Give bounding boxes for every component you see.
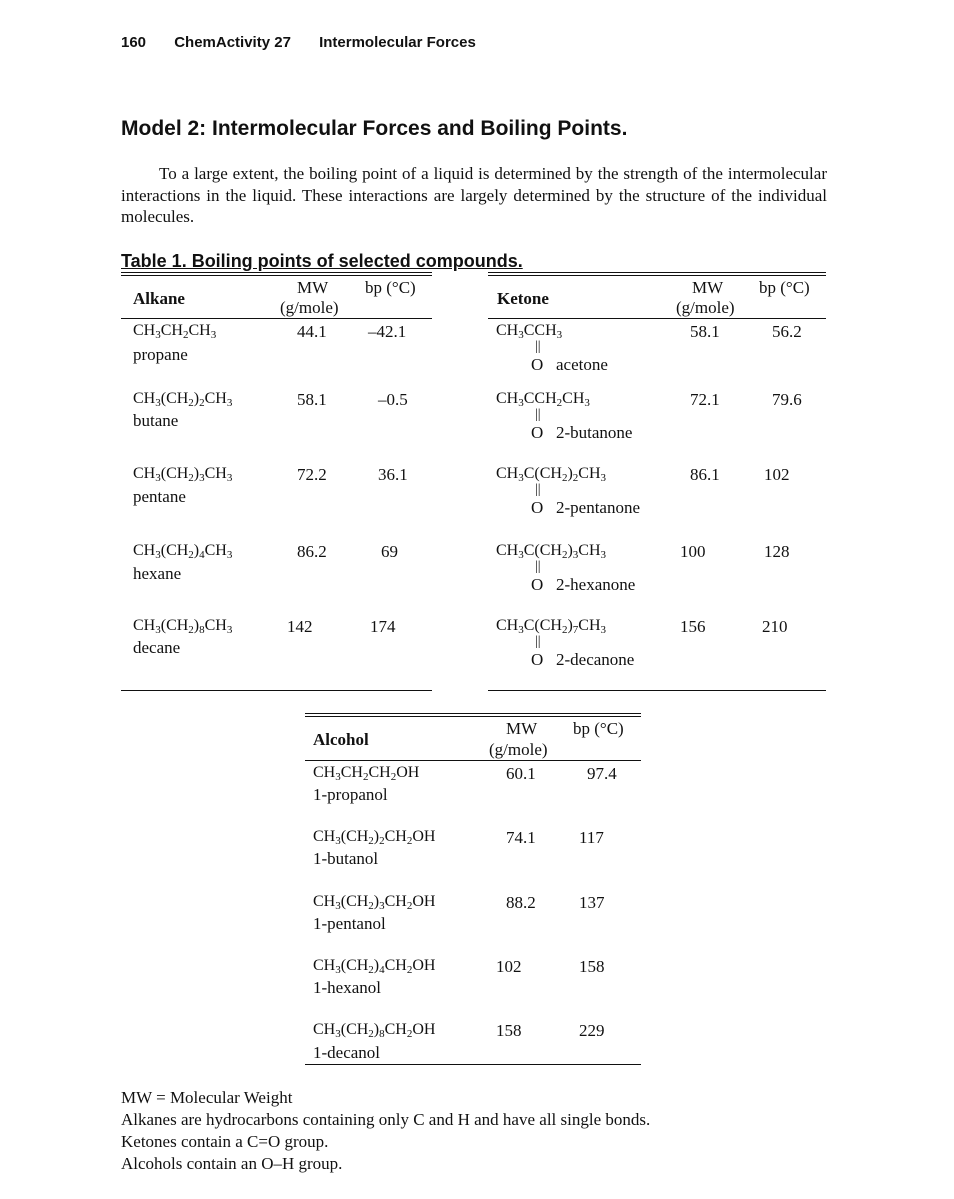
page-number: 160 [121,34,147,51]
footnotes [121,1087,841,1175]
alcohol-name: 1-decanol [313,1043,381,1062]
alcohol-formula: $CH_3(CH_2)_2CH_2OH$ [313,828,436,847]
table-rule [488,690,826,691]
alcohol-formula: $CH_3(CH_2)_8CH_2OH$ [313,1021,436,1040]
alcohol-name: 1-propanol [313,785,388,804]
ketone-name: 2-hexanone [556,575,636,594]
table-title: Table 1. Boiling points of selected compounds. [121,251,523,271]
carbonyl-double-bond: || [535,559,541,574]
alcohol-name: 1-butanol [313,849,379,868]
alcohol-bp: 137 [579,893,605,912]
alcohol-formula: $CH_3CH_2CH_2OH$ [313,764,420,783]
bp-header: bp (°C) [365,278,416,297]
alcohol-mw: 102 [496,957,522,976]
footnote: Alkanes are hydrocarbons containing only C and H and have all single bonds. [121,1110,651,1129]
ketone-formula: $CH_3C(CH_2)_7CH_3$ [496,617,607,636]
alkane-formula: $CH_3(CH_2)_4CH_3$ [133,542,233,561]
alkane-header: Alkane [133,289,185,308]
carbonyl-double-bond: || [535,407,541,422]
ketone-mw: 72.1 [690,390,720,409]
alkane-bp: 69 [381,542,398,561]
mw-header: MW [297,278,329,297]
bp-header: bp (°C) [573,719,624,738]
carbonyl-oxygen: O [531,575,544,594]
alcohol-mw: 74.1 [506,828,536,847]
alkane-mw: 142 [287,617,313,636]
ketone-bp: 128 [764,542,790,561]
ketone-name: 2-pentanone [556,498,641,517]
alkane-name: butane [133,411,179,430]
carbonyl-oxygen: O [531,650,544,669]
ketone-name: 2-decanone [556,650,635,669]
carbonyl-double-bond: || [535,339,541,354]
table-rule [121,275,432,276]
ketone-mw: 100 [680,542,706,561]
alkane-mw: 72.2 [297,465,327,484]
alkane-name: pentane [133,487,186,506]
mw-header: MW [506,719,538,738]
alkane-formula: $CH_3CH_2CH_3$ [133,322,217,341]
table-rule [488,318,826,319]
bp-header: bp (°C) [759,278,810,297]
alkane-name: propane [133,345,188,364]
ketone-bp: 210 [762,617,788,636]
alcohol-name: 1-hexanol [313,978,381,997]
alkane-name: hexane [133,564,182,583]
carbonyl-oxygen: O [531,423,544,442]
alcohol-bp: 117 [579,828,604,847]
carbonyl-oxygen: O [531,498,544,517]
alcohol-formula: $CH_3(CH_2)_3CH_2OH$ [313,893,436,912]
ketone-formula: $CH_3C(CH_2)_3CH_3$ [496,542,607,561]
running-header [121,34,500,51]
alkane-bp: 174 [370,617,396,636]
table-rule [488,272,826,273]
carbonyl-oxygen: O [531,355,544,374]
alkane-formula: $CH_3(CH_2)_2CH_3$ [133,390,233,409]
table-rule [305,713,641,714]
footnote: Alcohols contain an O–H group. [121,1154,343,1173]
table-rule [121,690,432,691]
alkane-name: decane [133,638,181,657]
footnote: MW = Molecular Weight [121,1088,293,1107]
table-rule [121,318,432,319]
topic-label: Intermolecular Forces [319,34,476,51]
ketone-formula: $CH_3C(CH_2)_2CH_3$ [496,465,607,484]
ketone-mw: 156 [680,617,706,636]
alkane-formula: $CH_3(CH_2)_8CH_3$ [133,617,233,636]
alcohol-bp: 97.4 [587,764,617,783]
mw-header: MW [692,278,724,297]
table-rule [305,760,641,761]
alkane-mw: 44.1 [297,322,327,341]
mw-unit-header: (g/mole) [676,298,735,317]
alcohol-name: 1-pentanol [313,914,386,933]
ketone-bp: 79.6 [772,390,802,409]
alcohol-header: Alcohol [313,730,369,749]
alcohol-mw: 158 [496,1021,522,1040]
alkane-mw: 86.2 [297,542,327,561]
table-rule [488,275,826,276]
ketone-mw: 58.1 [690,322,720,341]
table-rule [121,272,432,273]
alkane-bp: 36.1 [378,465,408,484]
alcohol-mw: 60.1 [506,764,536,783]
mw-unit-header: (g/mole) [489,740,548,759]
alcohol-mw: 88.2 [506,893,536,912]
alcohol-bp: 229 [579,1021,605,1040]
activity-label: ChemActivity 27 [174,34,291,51]
carbonyl-double-bond: || [535,482,541,497]
table-rule [305,716,641,717]
alkane-bp: –42.1 [368,322,407,341]
ketone-bp: 102 [764,465,790,484]
ketone-name: acetone [556,355,608,374]
alkane-bp: –0.5 [378,390,408,409]
mw-unit-header: (g/mole) [280,298,339,317]
ketone-header: Ketone [497,289,549,308]
alcohol-formula: $CH_3(CH_2)_4CH_2OH$ [313,957,436,976]
intro-paragraph: To a large extent, the boiling point of a liquid is determined by the strength of the intermolecular interactions in the liquid. These interactions are largely determined by the structure of the individual molecules. [121,164,827,226]
ketone-formula: $CH_3CCH_2CH_3$ [496,390,590,409]
ketone-mw: 86.1 [690,465,720,484]
ketone-bp: 56.2 [772,322,802,341]
ketone-formula: $CH_3CCH_3$ [496,322,563,341]
table-rule [305,1064,641,1065]
ketone-name: 2-butanone [556,423,633,442]
carbonyl-double-bond: || [535,634,541,649]
model-title: Model 2: Intermolecular Forces and Boiling Points. [121,117,628,140]
alkane-formula: $CH_3(CH_2)_3CH_3$ [133,465,233,484]
alkane-mw: 58.1 [297,390,327,409]
footnote: Ketones contain a C=O group. [121,1132,329,1151]
alcohol-bp: 158 [579,957,605,976]
